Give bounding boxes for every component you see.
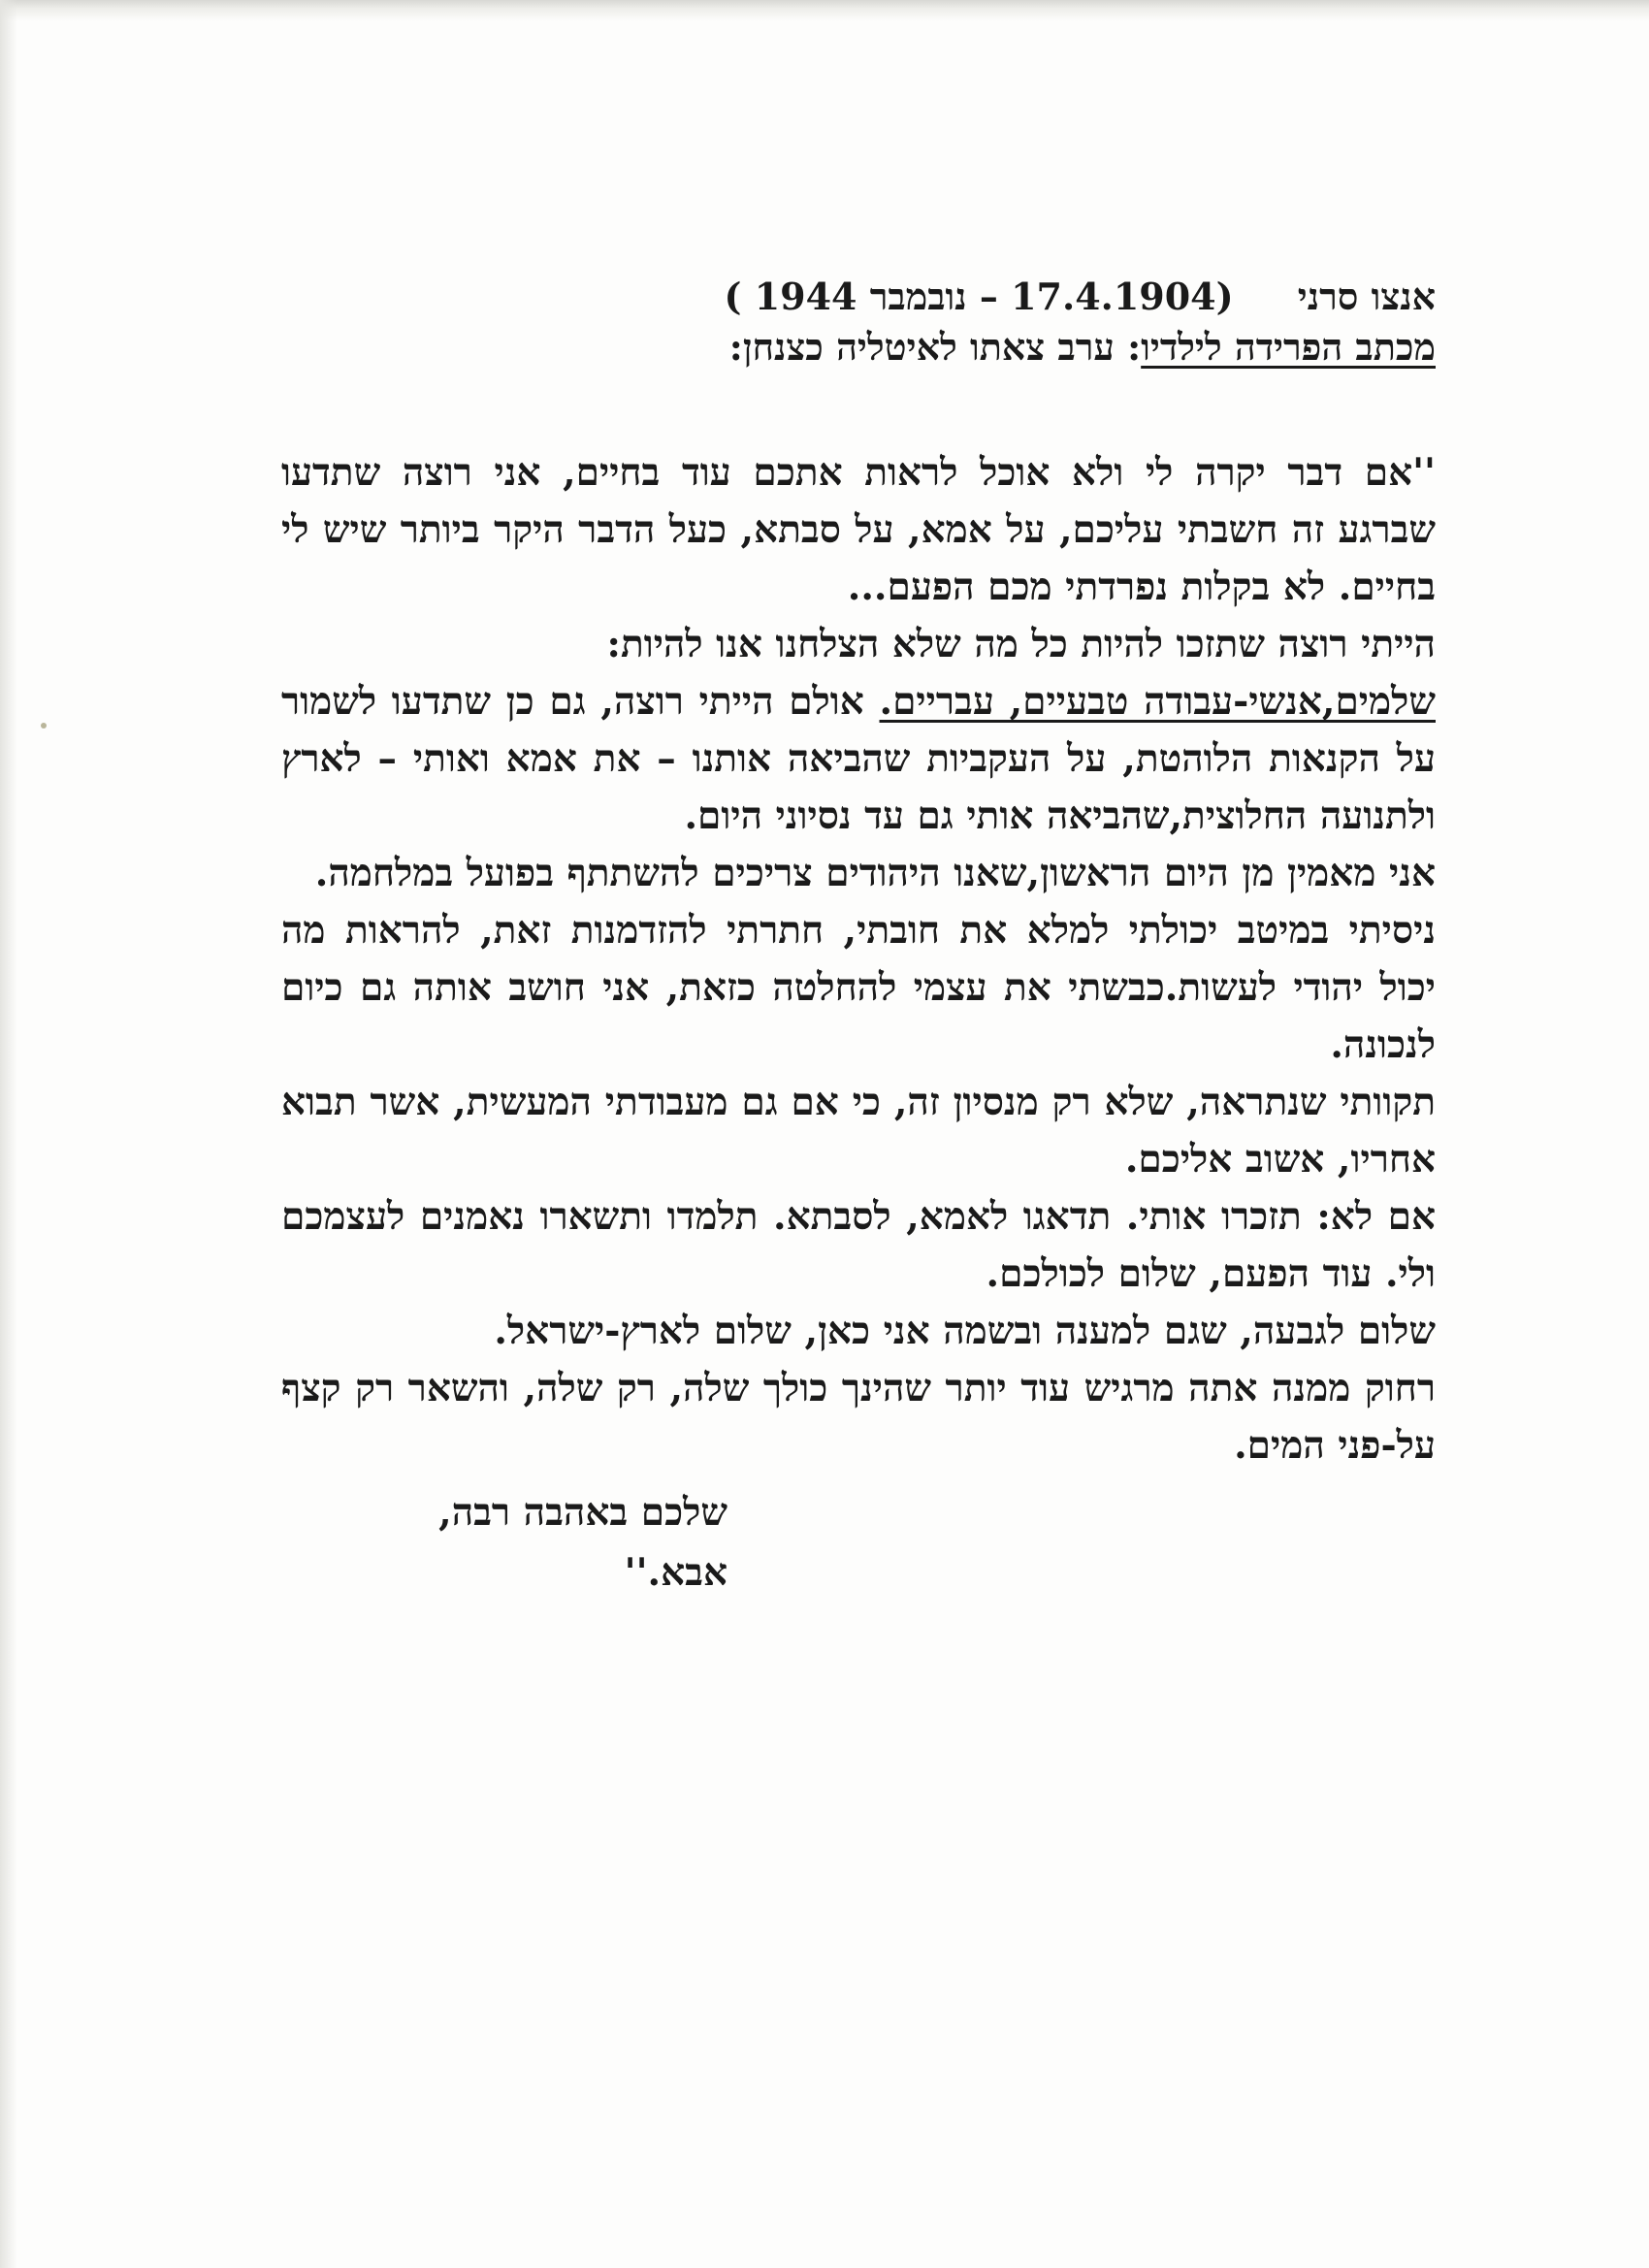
author-name: אנצו סרני (1297, 275, 1436, 318)
subtitle-rest: : ערב צאתו לאיטליה כצנחן: (728, 325, 1142, 369)
paragraph-rest: אולם הייתי רוצה, גם כן שתדעו לשמור על הקנאות הלוהטת, על העקביות שהביאה אותנו – את אמא ואותי – לארץ ולתנועה החלוצית,שהביאה אותי גם עד נסיוני היום. (281, 679, 1436, 838)
paper-speck (41, 723, 47, 729)
letter-subtitle (281, 322, 1436, 373)
letter (281, 272, 1436, 1603)
scan-left-edge (0, 0, 17, 2268)
paragraph: תקוותי שנתראה, שלא רק מנסיון זה, כי אם גם מעבודתי המעשית, אשר תבוא אחריו, אשוב אליכם. (281, 1080, 1436, 1182)
underlined-phrase: שלמים,אנשי-עבודה טבעיים, עבריים. (879, 679, 1436, 724)
paragraph: אני מאמין מן היום הראשון,שאנו היהודים צריכים להשתתף בפועל במלחמה. (314, 851, 1436, 895)
life-dates: (17.4.1904 – נובמבר 1944 ) (724, 275, 1234, 318)
letter-body (281, 444, 1436, 1474)
paragraph: שלום לגבעה, שגם למענה ובשמה אני כאן, שלום לארץ-ישראל. (494, 1309, 1436, 1353)
signature-name: אבא.'' (624, 1550, 728, 1595)
paragraph (281, 616, 1436, 845)
paragraph: רחוק ממנה אתה מרגיש עוד יותר שהינך כולך שלה, רק שלה, והשאר רק קצף על-פני המים. (281, 1366, 1436, 1468)
spacer (281, 373, 1436, 444)
letter-header (281, 272, 1436, 322)
paragraph: ניסיתי במיטב יכולתי למלא את חובתי, חתרתי להזדמנות זאת, להראות מה יכול יהודי לעשות.כבשתי את עצמי להחלטה כזאת, אני חושב אותה גם כיום לנכונה. (281, 908, 1436, 1067)
paragraph: אם לא: תזכרו אותי. תדאגו לאמא, לסבתא. תלמדו ותשארו נאמנים לעצמכם ולי. עוד הפעם, שלום לכולכם. (281, 1194, 1436, 1296)
signature-block (281, 1482, 728, 1603)
paragraph: ''אם דבר יקרה לי ולא אוכל לראות אתכם עוד בחיים, אני רוצה שתדעו שברגע זה חשבתי עליכם, על אמא, על סבתא, כעל הדבר היקר ביותר שיש לי בחיים. לא בקלות נפרדתי מכם הפעם... (281, 450, 1436, 609)
closing-line: שלכם באהבה רבה, (438, 1490, 728, 1535)
scan-top-edge (0, 0, 1649, 21)
subtitle-underlined: מכתב הפרידה לילדיו (1141, 325, 1436, 369)
paragraph-start: הייתי רוצה שתזכו להיות כל מה שלא הצלחנו אנו להיות: (606, 622, 1436, 666)
